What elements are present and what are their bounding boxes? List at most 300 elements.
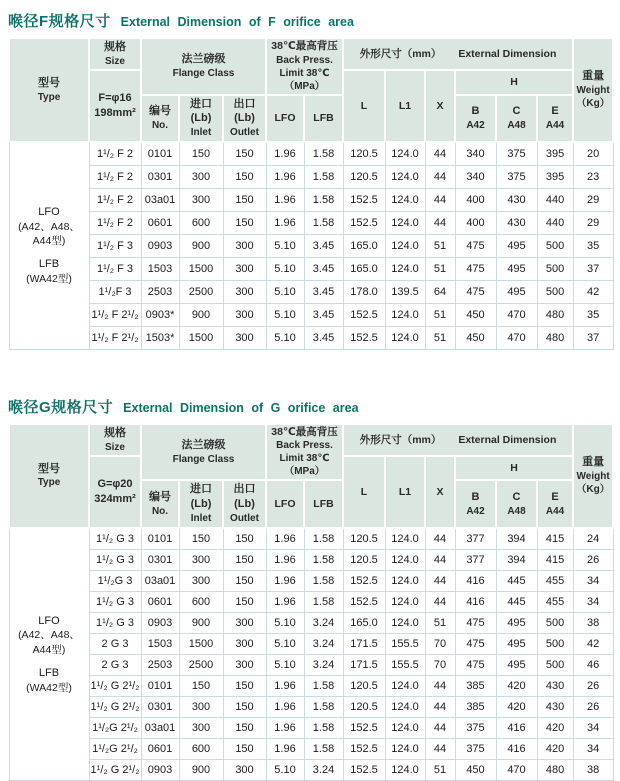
table-cell: 1.96 [266,717,304,738]
table-cell: 152.5 [343,570,385,591]
table-cell: 0903 [141,759,179,780]
table-cell: 124.0 [385,326,425,349]
table-cell: 5.10 [266,633,304,654]
table-cell: 165.0 [343,234,385,257]
col-header-lfo: LFO [266,95,304,142]
table-cell: 377 [455,528,496,550]
table-cell: 44 [425,142,455,166]
table-cell: 475 [455,234,496,257]
type-group-models: (A42、A48、A44型) [18,629,80,656]
no-en: No. [151,505,169,517]
table-cell: 5.10 [266,326,304,349]
col-header-orifice-size [89,456,141,527]
table-cell: 37 [573,326,613,349]
table-cell: 120.5 [343,675,385,696]
b-label: B [471,490,480,503]
table-cell: 470 [496,326,537,349]
table-cell: 300 [223,612,266,633]
table-cell: 395 [537,165,573,188]
table-cell: 1.58 [304,188,343,211]
table-title-zh: 喉径G规格尺寸 [8,398,114,416]
table-cell: 375 [455,717,496,738]
table-title [8,396,612,417]
table-cell: 124.0 [385,759,425,780]
table-cell: 500 [537,257,573,280]
table-cell: 375 [455,738,496,759]
table-cell: 340 [455,142,496,166]
table-cell: 44 [425,696,455,717]
col-header-external-dimension [343,424,573,456]
table-cell: 300 [179,549,223,570]
table-row [9,528,613,550]
table-cell: 455 [537,591,573,612]
table-cell: 3.45 [304,280,343,303]
table-cell: 1¹/₂ G 2¹/₂ [89,696,141,717]
table-cell: 1¹/₂ F 2¹/₂ [89,326,141,349]
dims-zh: 外形尺寸（mm） [359,433,442,446]
table-cell: 430 [537,696,573,717]
table-cell: 5.10 [266,280,304,303]
table-title-en: External Dimension of F orifice area [120,15,354,29]
outlet-zh: 出口(Lb) [233,483,256,511]
table-row [9,188,613,211]
table-cell: 35 [573,234,613,257]
table-row [9,570,613,591]
table-row [9,675,613,696]
table-cell: 03a01 [141,570,179,591]
table-cell: 495 [496,612,537,633]
table-cell: 44 [425,717,455,738]
table-cell: 475 [455,280,496,303]
table-cell: 470 [496,303,537,326]
back-press-line3: Limit 38℃ [279,67,330,79]
table-cell: 152.5 [343,188,385,211]
type-group-models: (WA42型) [26,273,72,286]
table-cell: 124.0 [385,696,425,717]
table-cell: 1¹/₂ G 2¹/₂ [89,675,141,696]
col-header-b-a42 [455,480,496,527]
table-row [9,326,613,349]
table-cell: 450 [455,303,496,326]
table-cell: 124.0 [385,675,425,696]
table-cell: 1.96 [266,738,304,759]
table-cell: 46 [573,654,613,675]
table-cell: 377 [455,549,496,570]
table-cell: 1.58 [304,738,343,759]
table-cell: 450 [455,326,496,349]
section-f-orifice [8,10,612,350]
table-cell: 600 [179,738,223,759]
table-cell: 35 [573,303,613,326]
col-header-outlet [223,95,266,142]
table-cell: 475 [455,633,496,654]
table-cell: 1¹/₂ F 2¹/₂ [89,303,141,326]
table-cell: 1¹/₂ G 3 [89,612,141,633]
table-cell: 120.5 [343,528,385,550]
col-header-size [89,424,141,456]
table-cell: 445 [496,570,537,591]
table-row [9,303,613,326]
table-row [9,165,613,188]
table-cell: 1.96 [266,549,304,570]
col-header-weight [573,424,613,528]
table-cell: 340 [455,165,496,188]
col-header-lfb: LFB [304,95,343,142]
col-header-type-en: Type [37,477,61,489]
inlet-zh: 进口(Lb) [190,483,212,511]
table-title-zh: 喉径F规格尺寸 [8,13,111,30]
table-row [9,211,613,234]
table-cell: 455 [537,570,573,591]
col-header-l1: L1 [385,456,425,527]
back-press-line2: Back Press. [276,54,333,66]
table-cell: 1.96 [266,675,304,696]
col-header-size-zh: 规格 [104,426,126,439]
type-group [11,205,88,248]
table-cell: 395 [537,142,573,166]
weight-en: Weight [576,84,610,96]
table-cell: 1.96 [266,528,304,550]
table-cell: 165.0 [343,612,385,633]
table-cell: 900 [179,759,223,780]
table-cell: 23 [573,165,613,188]
table-cell: 38 [573,759,613,780]
table-cell: 150 [223,696,266,717]
table-cell: 1¹/₂G 3 [89,570,141,591]
table-cell: 44 [425,570,455,591]
table-cell: 300 [223,234,266,257]
table-cell: 1.58 [304,717,343,738]
col-header-flange-class [141,424,266,481]
table-cell: 416 [496,738,537,759]
table-cell: 150 [223,188,266,211]
table-row [9,717,613,738]
table-cell: 495 [496,633,537,654]
table-cell: 155.5 [385,654,425,675]
table-cell: 2500 [179,654,223,675]
table-cell: 1.96 [266,211,304,234]
table-cell: 300 [223,280,266,303]
table-cell: 416 [455,591,496,612]
table-cell: 5.10 [266,257,304,280]
table-cell: 385 [455,675,496,696]
table-cell: 300 [223,257,266,280]
table-cell: 120.5 [343,696,385,717]
table-cell: 0601 [141,738,179,759]
table-row [9,633,613,654]
table-cell: 139.5 [385,280,425,303]
table-cell: 375 [496,165,537,188]
table-cell: 500 [537,612,573,633]
table-cell: 480 [537,326,573,349]
table-cell: 150 [223,738,266,759]
table-cell: 1¹/₂G 2¹/₂ [89,738,141,759]
table-cell: 124.0 [385,188,425,211]
table-cell: 1.58 [304,570,343,591]
table-cell: 03a01 [141,188,179,211]
col-header-orifice-size [89,70,141,141]
outlet-en: Outlet [230,127,259,139]
outlet-zh: 出口(Lb) [233,97,256,125]
table-cell: 1503 [141,257,179,280]
table-cell: 51 [425,759,455,780]
table-cell: 300 [223,759,266,780]
table-cell: 124.0 [385,211,425,234]
table-cell: 150 [223,165,266,188]
table-cell: 70 [425,633,455,654]
col-header-b-a42 [455,95,496,142]
table-cell: 500 [537,234,573,257]
table-cell: 150 [179,528,223,550]
type-group-name: LFO [38,206,60,219]
table-cell: 300 [179,165,223,188]
col-header-h: H [455,456,573,480]
col-header-type [9,38,89,142]
table-cell: 1.58 [304,591,343,612]
table-row [9,612,613,633]
table-cell: 44 [425,188,455,211]
table-cell: 420 [496,696,537,717]
col-header-size-en: Size [104,441,125,453]
type-group-models: (WA42型) [26,681,72,694]
dims-zh: 外形尺寸（mm） [359,48,442,61]
table-cell: 152.5 [343,211,385,234]
table-cell: 44 [425,591,455,612]
inlet-en: Inlet [190,513,212,525]
no-zh: 编号 [149,105,171,118]
table-cell: 155.5 [385,633,425,654]
col-header-outlet [223,480,266,527]
table-cell: 0101 [141,142,179,166]
table-row [9,654,613,675]
back-press-line4: （MPa） [284,80,325,92]
table-cell: 150 [223,142,266,166]
col-header-inlet [179,95,223,142]
table-cell: 900 [179,234,223,257]
table-cell: 44 [425,165,455,188]
col-header-e-a44 [537,95,573,142]
inlet-en: Inlet [190,127,212,139]
table-cell: 375 [496,142,537,166]
table-cell: 1.96 [266,165,304,188]
table-cell: 171.5 [343,633,385,654]
g-orifice-table-body [9,528,613,781]
table-cell: 420 [537,717,573,738]
table-cell: 150 [223,528,266,550]
table-cell: 1¹/₂ G 3 [89,591,141,612]
table-cell: 44 [425,675,455,696]
dims-en: External Dimension [458,433,557,446]
table-cell: 300 [223,326,266,349]
back-press-line1: 38℃最高背压 [271,425,338,438]
table-cell: 44 [425,738,455,759]
table-cell: 0301 [141,696,179,717]
col-header-x: X [425,456,455,527]
a48-label: A48 [507,119,526,131]
table-cell: 124.0 [385,528,425,550]
table-cell: 150 [179,675,223,696]
table-cell: 150 [223,675,266,696]
c-label: C [512,105,521,118]
table-cell: 0903 [141,234,179,257]
table-cell: 475 [455,257,496,280]
orifice-size-line1: G=φ20 [97,478,133,491]
col-header-external-dimension [343,38,573,70]
table-cell: 0301 [141,549,179,570]
back-press-line2: Back Press. [276,440,333,452]
table-cell: 1.96 [266,696,304,717]
table-cell: 416 [455,570,496,591]
col-header-size-zh: 规格 [104,41,126,53]
type-group [11,614,88,657]
table-cell: 1500 [179,633,223,654]
f-orifice-table-body [9,142,613,350]
table-cell: 51 [425,612,455,633]
table-cell: 152.5 [343,759,385,780]
col-header-c-a48 [496,95,537,142]
table-cell: 300 [223,303,266,326]
col-header-e-a44 [537,480,573,527]
table-cell: 1¹/₂ G 3 [89,528,141,550]
type-cell [9,528,89,781]
table-cell: 440 [537,211,573,234]
col-header-flange-en: Flange Class [172,67,235,79]
col-header-h: H [455,70,573,94]
table-cell: 415 [537,528,573,550]
table-cell: 2500 [179,280,223,303]
table-cell: 34 [573,717,613,738]
table-cell: 152.5 [343,738,385,759]
table-row [9,142,613,166]
section-g-orifice [8,396,612,781]
table-cell: 500 [537,654,573,675]
table-cell: 0903 [141,612,179,633]
no-en: No. [151,119,169,131]
table-cell: 2503 [141,654,179,675]
table-cell: 152.5 [343,717,385,738]
table-cell: 0301 [141,165,179,188]
table-cell: 400 [455,211,496,234]
col-header-flange-zh: 法兰磅级 [181,438,226,451]
table-cell: 470 [496,759,537,780]
table-cell: 1500 [179,257,223,280]
table-cell: 124.0 [385,165,425,188]
table-cell: 124.0 [385,257,425,280]
table-cell: 1.96 [266,188,304,211]
col-header-weight [573,38,613,142]
table-cell: 430 [496,211,537,234]
table-cell: 150 [223,211,266,234]
table-cell: 70 [425,654,455,675]
table-cell: 3.45 [304,326,343,349]
table-cell: 3.24 [304,612,343,633]
table-cell: 600 [179,211,223,234]
e-label: E [551,490,559,503]
table-cell: 1.58 [304,549,343,570]
table-cell: 394 [496,549,537,570]
col-header-l1: L1 [385,70,425,141]
table-cell: 178.0 [343,280,385,303]
table-title [8,10,612,31]
table-cell: 0601 [141,591,179,612]
table-cell: 420 [496,675,537,696]
table-cell: 1503* [141,326,179,349]
table-cell: 1¹/₂ F 2 [89,165,141,188]
col-header-lfo: LFO [266,480,304,527]
col-header-lfb: LFB [304,480,343,527]
table-cell: 165.0 [343,257,385,280]
table-cell: 1¹/₂ G 2¹/₂ [89,759,141,780]
table-cell: 400 [455,188,496,211]
table-cell: 51 [425,234,455,257]
col-header-back-pressure [266,38,343,95]
table-cell: 152.5 [343,326,385,349]
table-cell: 42 [573,280,613,303]
no-zh: 编号 [149,490,171,503]
col-header-flange-zh: 法兰磅级 [181,53,226,66]
table-cell: 64 [425,280,455,303]
table-cell: 124.0 [385,549,425,570]
table-cell: 150 [223,549,266,570]
table-cell: 51 [425,257,455,280]
a44-label: A44 [545,119,565,131]
col-header-type-zh: 型号 [38,462,60,475]
type-group [11,257,88,286]
table-cell: 385 [455,696,496,717]
type-group-name: LFB [38,666,60,679]
back-press-line1: 38℃最高背压 [271,40,338,52]
table-cell: 445 [496,591,537,612]
table-cell: 03a01 [141,717,179,738]
table-cell: 300 [179,696,223,717]
orifice-size-line2: 324mm² [94,492,136,505]
col-header-x: X [425,70,455,141]
table-cell: 1.96 [266,570,304,591]
table-cell: 1.96 [266,142,304,166]
table-cell: 480 [537,759,573,780]
weight-zh: 重量 [582,455,605,468]
table-row [9,759,613,780]
table-cell: 2 G 3 [89,654,141,675]
table-cell: 120.5 [343,165,385,188]
table-cell: 124.0 [385,570,425,591]
col-header-back-pressure [266,424,343,481]
table-cell: 26 [573,675,613,696]
col-header-inlet [179,480,223,527]
table-cell: 0601 [141,211,179,234]
table-cell: 3.45 [304,303,343,326]
table-cell: 0101 [141,528,179,550]
weight-zh: 重量 [582,69,605,82]
table-cell: 430 [496,188,537,211]
table-cell: 38 [573,612,613,633]
table-cell: 440 [537,188,573,211]
table-title-en: External Dimension of G orifice area [123,400,359,415]
table-row [9,234,613,257]
back-press-line3: Limit 38℃ [279,453,330,465]
inlet-zh: 进口(Lb) [190,97,212,125]
table-cell: 34 [573,591,613,612]
table-cell: 1.58 [304,696,343,717]
table-cell: 300 [179,717,223,738]
b-label: B [471,105,480,118]
table-cell: 34 [573,570,613,591]
table-cell: 475 [455,654,496,675]
table-cell: 495 [496,257,537,280]
a48-label: A48 [507,505,526,517]
table-cell: 120.5 [343,549,385,570]
table-cell: 1¹/₂ F 2 [89,142,141,166]
